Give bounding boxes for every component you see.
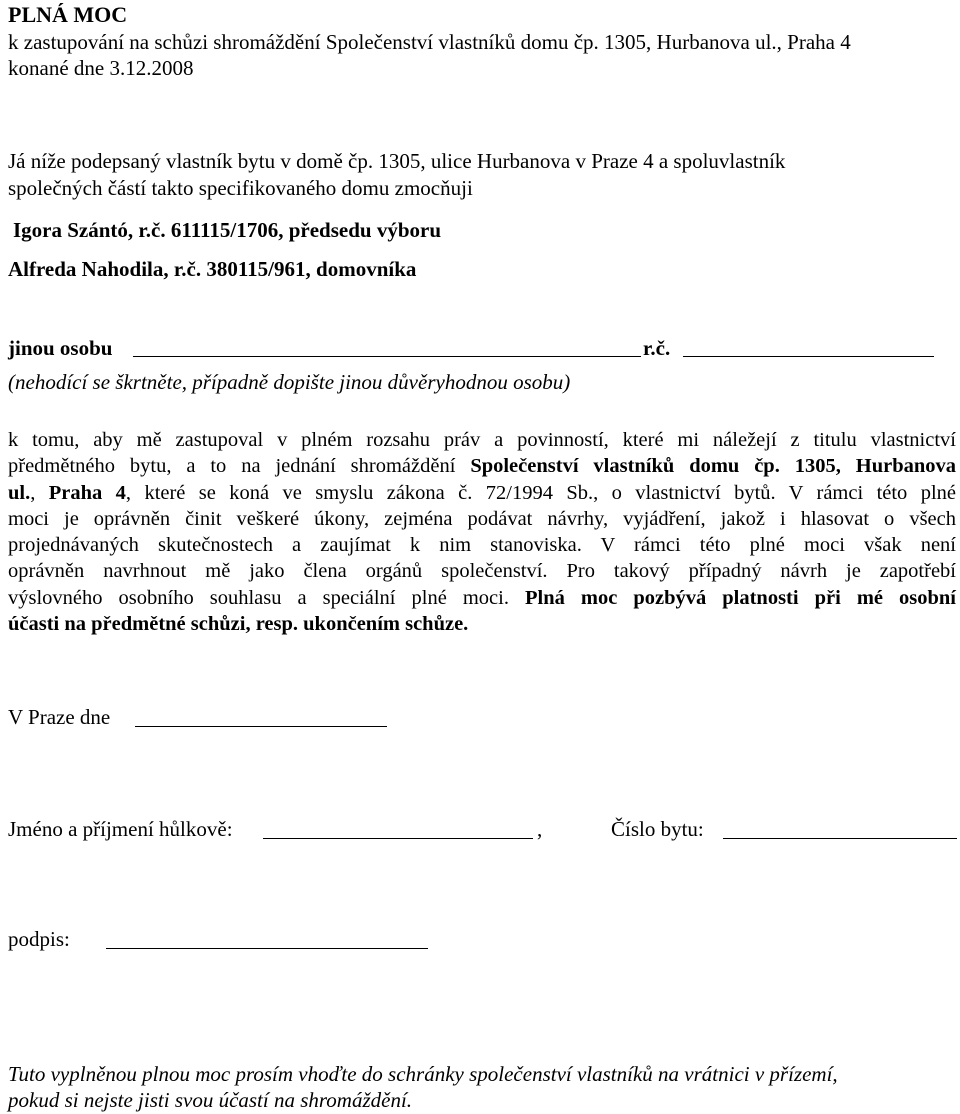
paragraph-line: moci je oprávněn činit veškeré úkony, zejména podávat návrhy, vyjádření, jakož i hlasovat o všech	[8, 507, 956, 530]
paragraph-line: k tomu, aby mě zastupoval v plném rozsahu práv a povinností, které mi náležejí z titulu vlastnictví	[8, 429, 956, 451]
name-label: Jméno a příjmení hůlkově:	[8, 817, 233, 841]
proxy-option-chairman[interactable]: Igora Szántó, r.č. 611115/1706, předsedu výboru	[13, 218, 442, 242]
place-date-label: V Praze dne	[8, 705, 111, 729]
birth-number-field[interactable]	[683, 338, 934, 362]
name-field[interactable]	[263, 820, 533, 844]
proxy-option-caretaker[interactable]: Alfreda Nahodila, r.č. 380115/961, domovníka	[8, 257, 417, 281]
meeting-date: konané dne 3.12.2008	[8, 56, 194, 80]
paragraph-line: předmětného bytu, a to na jednání shromáždění Společenství vlastníků domu čp. 1305, Hurbanova	[8, 455, 956, 478]
mandate-paragraph	[8, 427, 956, 637]
paragraph-line: projednávaných skutečnostech a zaujímat k nim stanoviska. V rámci této plné moci však není	[8, 534, 956, 557]
paragraph-line: účasti na předmětné schůzi, resp. ukončením schůze.	[8, 613, 469, 636]
name-comma: ,	[537, 817, 543, 841]
birth-number-label: r.č.	[643, 336, 671, 360]
intro-line-2: společných částí takto specifikovaného domu zmocňuji	[8, 176, 473, 200]
intro-line-1: Já níže podepsaný vlastník bytu v domě čp. 1305, ulice Hurbanova v Praze 4 a spoluvlastník	[8, 149, 786, 173]
paragraph-line: ul., Praha 4, které se koná ve smyslu zákona č. 72/1994 Sb., o vlastnictví bytů. V rámci této plné	[8, 481, 956, 504]
footer-line-1: Tuto vyplněnou plnou moc prosím vhoďte do schránky společenství vlastníků na vrátnici v přízemí,	[8, 1062, 838, 1086]
footer-line-2: pokud si nejste jisti svou účastí na shromáždění.	[8, 1088, 413, 1112]
signature-field[interactable]	[106, 930, 428, 954]
document-subtitle: k zastupování na schůzi shromáždění Společenství vlastníků domu čp. 1305, Hurbanova ul., Praha 4	[8, 30, 851, 54]
paragraph-line: výslovného osobního souhlasu a speciální plné moci. Plná moc pozbývá platnosti při mé osobní	[8, 586, 956, 609]
paragraph-line: oprávněn navrhnout mě jako člena orgánů společenství. Pro takový případný návrh je zapotřebí	[8, 560, 956, 583]
flat-number-label: Číslo bytu:	[611, 817, 704, 841]
other-person-label: jinou osobu	[8, 336, 113, 360]
flat-number-field[interactable]	[723, 820, 957, 844]
instruction-note: (nehodící se škrtněte, případně dopište jinou důvěryhodnou osobu)	[8, 370, 571, 394]
document-title: PLNÁ MOC	[8, 2, 128, 27]
signature-label: podpis:	[8, 927, 70, 951]
date-field[interactable]	[135, 708, 387, 732]
other-person-field[interactable]	[133, 338, 641, 362]
